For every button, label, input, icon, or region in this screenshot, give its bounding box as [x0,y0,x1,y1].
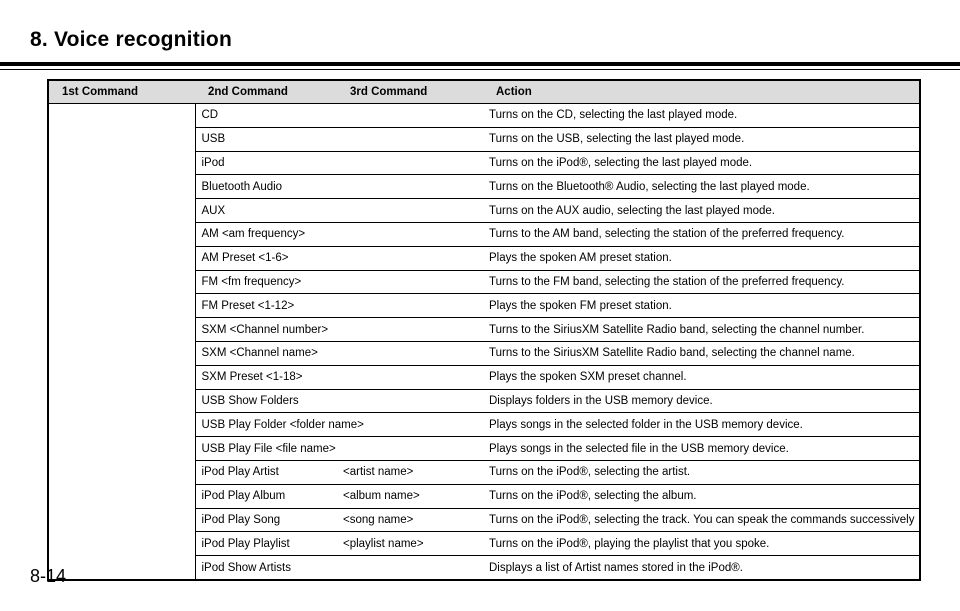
third-command-cell [337,365,483,389]
first-command-cell [49,104,195,579]
table-row [49,104,919,128]
action-cell: Plays songs in the selected file in the USB memory device. [483,437,919,461]
header-rule [0,62,960,66]
command-table [47,79,921,581]
second-command-cell: CD [201,109,219,122]
second-command-cell: iPod Show Artists [195,556,337,579]
table-header-row [49,81,919,104]
column-header-action: Action [483,81,919,104]
second-command-cell: iPod Play Song [195,508,337,532]
action-cell: Plays songs in the selected folder in the USB memory device. [483,413,919,437]
action-cell: Turns on the iPod®, selecting the artist. [483,460,919,484]
page-title: 8. Voice recognition [30,28,232,51]
action-cell: Displays folders in the USB memory device. [483,389,919,413]
second-command-cell: USB Show Folders [195,389,337,413]
third-command-cell [337,341,483,365]
third-command-cell: <album name> [337,484,483,508]
second-command-cell: Bluetooth Audio [195,175,337,199]
action-cell: Turns on the iPod®, selecting the album. [483,484,919,508]
third-command-cell [337,437,483,461]
header-rule-thin [0,69,960,70]
second-command-cell: AM <am frequency> [195,222,337,246]
action-cell: Turns on the AUX audio, selecting the last played mode. [483,199,919,223]
second-command-cell: iPod [195,151,337,175]
third-command-cell [337,127,483,151]
second-command-cell: iPod Play Album [195,484,337,508]
second-command-cell: AM Preset <1-6> [195,246,337,270]
action-cell: Plays the spoken AM preset station. [483,246,919,270]
column-header-2nd-command: 2nd Command [195,81,337,104]
action-cell: Turns to the SiriusXM Satellite Radio band, selecting the channel name. [483,341,919,365]
third-command-cell [337,318,483,342]
third-command-cell [337,389,483,413]
third-command-cell [337,151,483,175]
third-command-cell [337,199,483,223]
second-command-cell: SXM <Channel name> [195,341,337,365]
second-command-cell: iPod Play Playlist [195,532,337,556]
third-command-cell [337,222,483,246]
third-command-cell: <artist name> [337,460,483,484]
action-cell: Turns on the iPod®, selecting the last played mode. [483,151,919,175]
action-cell: Turns on the Bluetooth® Audio, selecting the last played mode. [483,175,919,199]
third-command-cell [337,175,483,199]
action-cell: Turns on the iPod®, playing the playlist that you spoke. [483,532,919,556]
action-cell: Plays the spoken SXM preset channel. [483,365,919,389]
action-cell: Displays a list of Artist names stored in the iPod®. [483,556,919,579]
action-cell: Turns on the USB, selecting the last played mode. [483,127,919,151]
second-command-cell: USB Play File <file name> [195,437,337,461]
second-command-cell: USB Play Folder <folder name> [195,413,337,437]
second-command-cell: USB [195,127,337,151]
second-command-cell: SXM Preset <1-18> [195,365,337,389]
third-command-cell: <playlist name> [337,532,483,556]
column-header-1st-command: 1st Command [49,81,195,104]
second-command-cell: FM Preset <1-12> [195,294,337,318]
column-header-3rd-command: 3rd Command [337,81,483,104]
second-command-cell: AUX [195,199,337,223]
action-cell: Turns to the AM band, selecting the station of the preferred frequency. [483,222,919,246]
third-command-cell [337,556,483,579]
third-command-cell [337,294,483,318]
second-command-cell: FM <fm frequency> [195,270,337,294]
second-command-cell: SXM <Channel number> [195,318,337,342]
action-cell: Turns to the FM band, selecting the station of the preferred frequency. [483,270,919,294]
action-cell: Turns to the SiriusXM Satellite Radio band, selecting the channel number. [483,318,919,342]
action-cell: Plays the spoken FM preset station. [483,294,919,318]
second-command-cell: iPod Play Artist [195,460,337,484]
third-command-cell: <song name> [337,508,483,532]
third-command-cell [337,270,483,294]
action-cell: Turns on the iPod®, selecting the track. You can speak the commands successively [483,508,919,532]
third-command-cell [337,246,483,270]
action-cell: Turns on the CD, selecting the last played mode. [489,109,738,122]
third-command-cell [337,104,483,128]
page-number: 8-14 [30,566,67,586]
